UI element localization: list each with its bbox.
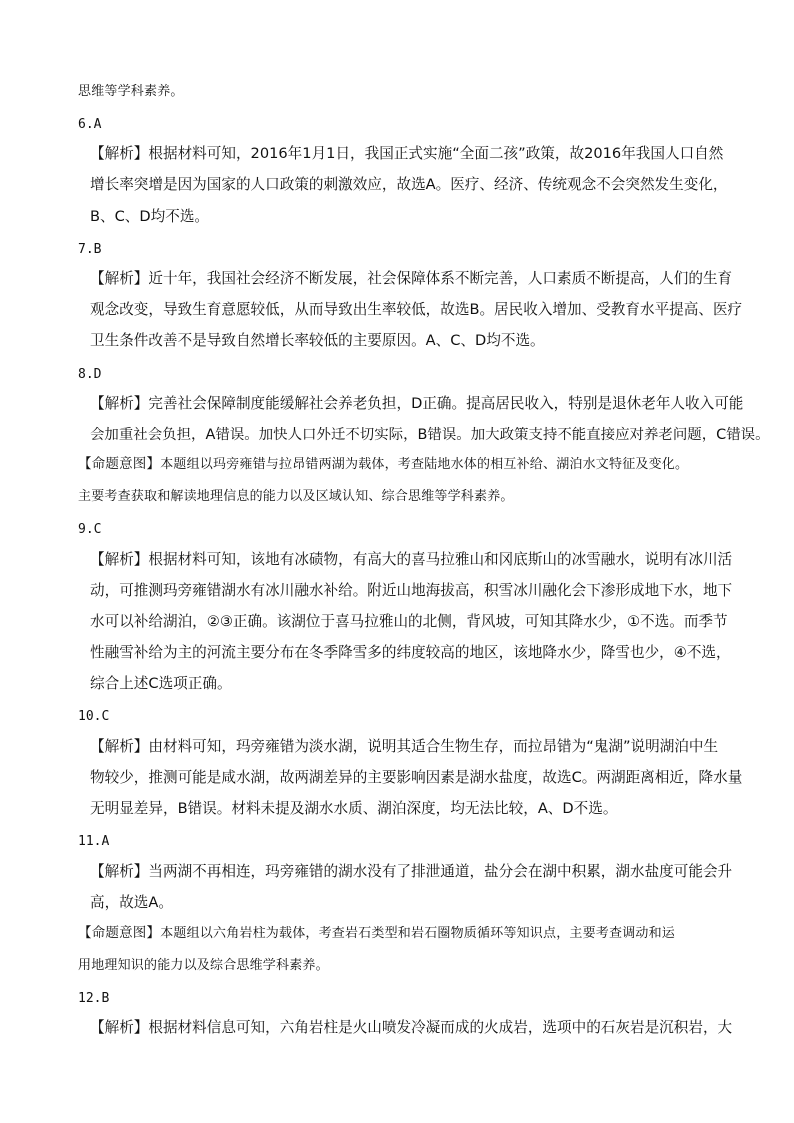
analysis-tag: 【解析】 — [90, 863, 149, 880]
analysis-tag: 【解析】 — [90, 1019, 149, 1036]
text-line: 主要考查获取和解读地理信息的能力以及区域认知、综合思维等学科素养。 — [78, 489, 514, 504]
answer-number: 6.A — [78, 117, 102, 132]
analysis-tag: 【解析】 — [90, 145, 149, 162]
analysis-tag: 【解析】 — [90, 270, 149, 287]
text-line: 增长率突增是因为国家的人口政策的刺激效应，故选A。医疗、经济、传统观念不会突然发生变化， — [90, 176, 728, 193]
text-line: 思维等学科素养。 — [78, 84, 184, 99]
text-line: 性融雪补给为主的河流主要分布在冬季降雪多的纬度较高的地区，该地降水少，降雪也少，④不选， — [90, 644, 731, 661]
text-content: 根据材料可知，2016年1月1日，我国正式实施“全面二孩”政策，故2016年我国人口自然 — [148, 145, 724, 162]
analysis-tag: 【解析】 — [90, 738, 149, 755]
text-content: 当两湖不再相连，玛旁雍错的湖水没有了排泄通道，盐分会在湖中积累，湖水盐度可能会升 — [148, 863, 733, 880]
text-content: 近十年，我国社会经济不断发展，社会保障体系不断完善，人口素质不断提高，人们的生育 — [148, 270, 733, 287]
text-line — [90, 397, 743, 412]
analysis-tag: 【解析】 — [90, 551, 149, 568]
text-line: 动，可推测玛旁雍错湖水有冰川融水补给。附近山地海拔高，积雪冰川融化会下渗形成地下水，地下 — [90, 582, 733, 599]
text-line — [90, 147, 723, 162]
text-line: 物较少，推测可能是咸水湖，故两湖差异的主要影响因素是湖水盐度，故选C。两湖距离相近，降水量 — [90, 769, 743, 786]
text-content: 由材料可知，玛旁雍错为淡水湖，说明其适合生物生存，而拉昂错为“鬼湖”说明湖泊中生 — [148, 738, 719, 755]
text-content: 本题组以六角岩柱为载体，考查岩石类型和岩石圈物质循环等知识点，主要考查调动和运 — [160, 926, 676, 941]
text-line: 高，故选A。 — [90, 894, 173, 911]
text-line — [78, 927, 675, 941]
answer-number: 8.D — [78, 367, 102, 382]
text-line: 用地理知识的能力以及综合思维学科素养。 — [78, 958, 329, 973]
text-line: 无明显差异，B错误。材料未提及湖水水质、湖泊深度，均无法比较，A、D不选。 — [90, 800, 618, 817]
text-line: B、C、D均不选。 — [90, 208, 210, 225]
text-line: 会加重社会负担，A错误。加快人口外迁不切实际，B错误。加大政策支持不能直接应对养老问题，C错误。 — [90, 427, 770, 443]
text-line: 综合上述C选项正确。 — [90, 675, 232, 692]
text-content: 根据材料可知，该地有冰碛物，有高大的喜马拉雅山和冈底斯山的冰雪融水，说明有冰川活 — [148, 551, 733, 568]
answer-number: 11.A — [78, 834, 110, 849]
text-content: 完善社会保障制度能缓解社会养老负担，D正确。提高居民收入，特别是退休老年人收入可能 — [148, 395, 744, 412]
text-line — [90, 865, 732, 880]
analysis-tag: 【解析】 — [90, 395, 149, 412]
answer-number: 10.C — [78, 709, 110, 724]
text-line — [90, 272, 732, 287]
text-line: 水可以补给湖泊，②③正确。该湖位于喜马拉雅山的北侧，背风坡，可知其降水少，①不选。而季节 — [90, 613, 728, 630]
text-line — [78, 458, 688, 472]
answer-number: 7.B — [78, 242, 102, 257]
text-line — [90, 740, 718, 755]
answer-number: 9.C — [78, 522, 102, 537]
text-content: 根据材料信息可知，六角岩柱是火山喷发冷凝而成的火成岩，选项中的石灰岩是沉积岩，大 — [148, 1019, 733, 1036]
text-line — [90, 1021, 732, 1036]
intent-tag: 【命题意图】 — [78, 925, 161, 941]
intent-tag: 【命题意图】 — [78, 456, 161, 472]
text-line — [90, 553, 732, 568]
answer-number: 12.B — [78, 991, 110, 1006]
text-line: 卫生条件改善不是导致自然增长率较低的主要原因。A、C、D均不选。 — [90, 332, 545, 349]
text-content: 本题组以玛旁雍错与拉昂错两湖为载体，考查陆地水体的相互补给、湖泊水文特征及变化。 — [160, 457, 689, 472]
text-line: 观念改变，导致生育意愿较低，从而导致出生率较低，故选B。居民收入增加、受教育水平提高、医疗 — [90, 301, 743, 318]
